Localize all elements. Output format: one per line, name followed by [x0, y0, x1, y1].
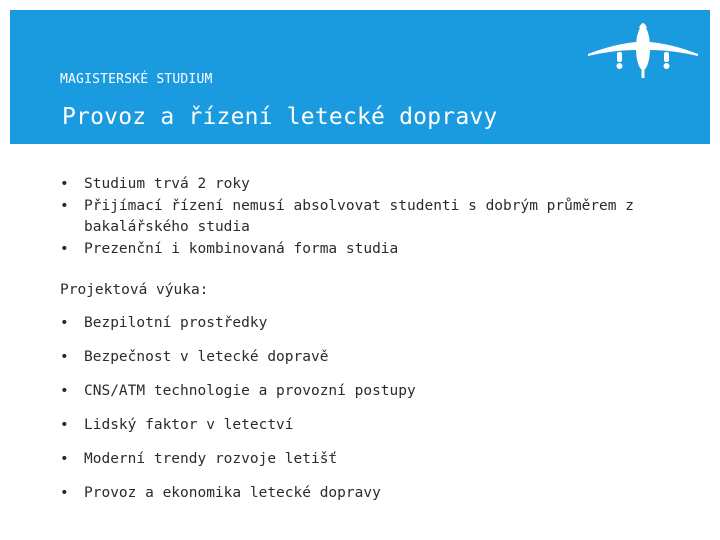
airplane-icon	[584, 16, 702, 80]
list-item: • Bezpečnost v letecké dopravě	[60, 347, 680, 381]
list-item: • Prezenční i kombinovaná forma studia	[60, 239, 680, 261]
projects-heading: Projektová výuka:	[60, 282, 209, 298]
intro-bullet-list	[60, 174, 680, 260]
section-label: MAGISTERSKÉ STUDIUM	[60, 72, 213, 87]
slide-title: Provoz a řízení letecké dopravy	[62, 104, 498, 130]
title-banner	[10, 10, 710, 144]
list-item: • Přijímací řízení nemusí absolvovat studenti s dobrým průměrem z bakalářského studia	[60, 196, 680, 239]
list-item: • Provoz a ekonomika letecké dopravy	[60, 483, 680, 517]
list-item: • Moderní trendy rozvoje letišť	[60, 449, 680, 483]
list-item: • CNS/ATM technologie a provozní postupy	[60, 381, 680, 415]
list-item: • Bezpilotní prostředky	[60, 313, 680, 347]
projects-list	[60, 313, 680, 517]
list-item: • Lidský faktor v letectví	[60, 415, 680, 449]
list-item: • Studium trvá 2 roky	[60, 174, 680, 196]
